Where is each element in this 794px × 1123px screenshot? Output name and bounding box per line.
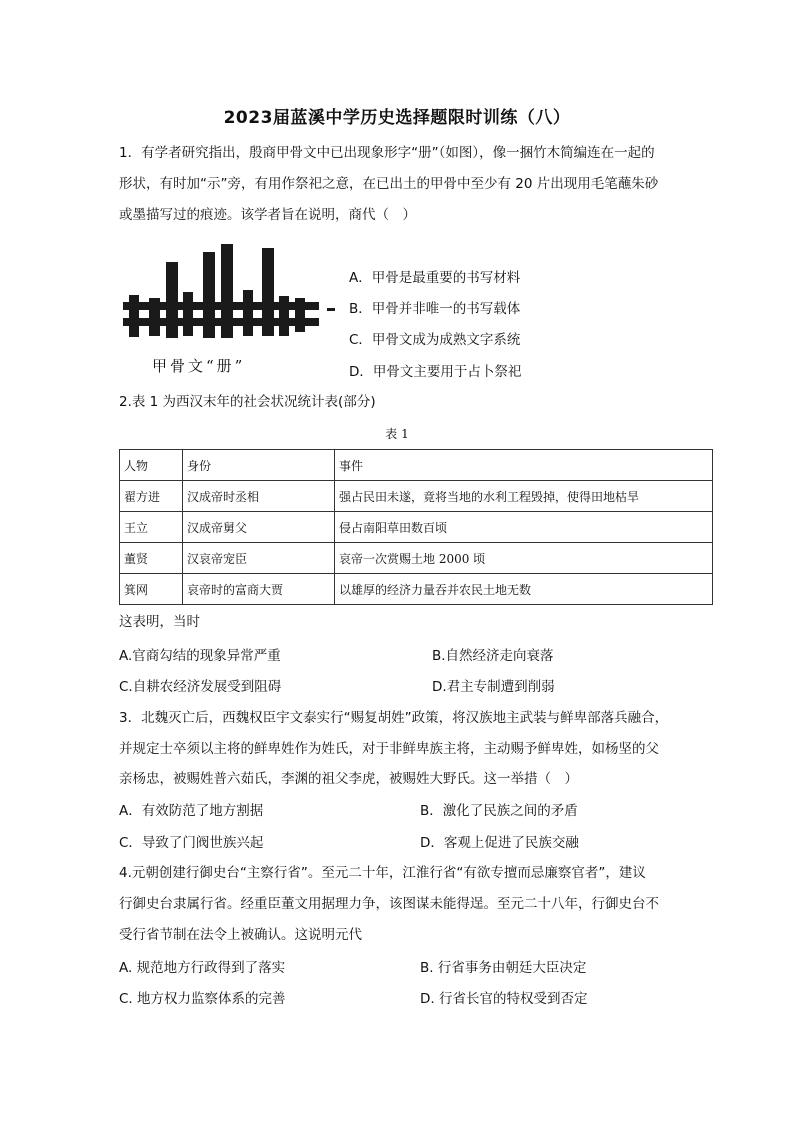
q1-option-b[interactable]: B．甲骨并非唯一的书写载体 <box>349 301 521 317</box>
q2-intro: 2.表 1 为西汉末年的社会状况统计表(部分) <box>119 394 376 410</box>
social-status-table <box>119 449 713 605</box>
q4-stem-line-3: 受行省节制在法令上被确认。这说明元代 <box>119 927 362 943</box>
q4-option-a[interactable]: A. 规范地方行政得到了落实 <box>119 960 286 976</box>
oracle-bone-ce-glyph <box>119 240 339 360</box>
q3-option-c[interactable]: C．导致了门阀世族兴起 <box>119 835 264 851</box>
q4-stem-line-2: 行御史台隶属行省。经重臣董文用据理力争，该图谋未能得逞。至元二十八年，行御史台不 <box>119 896 659 912</box>
q1-stem-line-2: 形状，有时加“示”旁，有用作祭祀之意，在已出土的甲骨中至少有 20 片出现用毛笔蘸朱砂 <box>119 176 659 192</box>
q4-stem-line-1: 4.元朝创建行御史台“主察行省”。至元二十年，江淮行省“有欲专擅而忌廉察官者”，建议 <box>119 865 646 881</box>
q1-option-a[interactable]: A．甲骨是最重要的书写材料 <box>349 270 521 286</box>
q4-option-c[interactable]: C. 地方权力监察体系的完善 <box>119 991 286 1007</box>
table-cell: 董贤 <box>120 543 183 574</box>
table-cell: 汉成帝舅父 <box>183 512 335 543</box>
page-title: 2023届蓝溪中学历史选择题限时训练（八） <box>223 108 571 128</box>
q4-option-b[interactable]: B. 行省事务由朝廷大臣决定 <box>420 960 587 976</box>
table-cell: 以雄厚的经济力量吞并农民土地无数 <box>335 574 713 605</box>
q1-stem-line-1: 1．有学者研究指出，殷商甲骨文中已出现象形字“册”（如图），像一捆竹木简编连在一起的 <box>119 145 655 161</box>
table-header-row <box>120 450 713 481</box>
q3-stem-line-3: 亲杨忠，被赐姓普六茹氏，李渊的祖父李虎，被赐姓大野氏。这一举措（ ） <box>119 771 578 787</box>
table-cell: 箕网 <box>120 574 183 605</box>
table-caption: 表 1 <box>385 427 409 441</box>
table-row <box>120 543 713 574</box>
table-cell: 翟方进 <box>120 481 183 512</box>
q3-stem-line-2: 并规定士卒须以主将的鲜卑姓作为姓氏，对于非鲜卑族主将，主动赐予鲜卑姓，如杨坚的父 <box>119 741 659 757</box>
q2-stem: 这表明，当时 <box>119 614 200 630</box>
q1-stem-line-3: 或墨描写过的痕迹。该学者旨在说明，商代（ ） <box>119 207 416 223</box>
q3-option-b[interactable]: B．激化了民族之间的矛盾 <box>420 803 578 819</box>
q2-option-d[interactable]: D.君主专制遭到削弱 <box>432 679 555 695</box>
q4-option-d[interactable]: D. 行省长官的特权受到否定 <box>420 991 588 1007</box>
q3-option-a[interactable]: A．有效防范了地方割据 <box>119 803 264 819</box>
table-cell: 汉哀帝宠臣 <box>183 543 335 574</box>
table-cell: 汉成帝时丞相 <box>183 481 335 512</box>
table-cell: 强占民田未遂，竟将当地的水利工程毁掉，使得田地枯旱 <box>335 481 713 512</box>
table-row <box>120 512 713 543</box>
table-cell: 哀帝时的富商大贾 <box>183 574 335 605</box>
table-row <box>120 481 713 512</box>
table-row <box>120 574 713 605</box>
table-cell: 哀帝一次赏赐土地 2000 顷 <box>335 543 713 574</box>
q2-option-b[interactable]: B.自然经济走向衰落 <box>432 648 554 664</box>
q2-option-a[interactable]: A.官商勾结的现象异常严重 <box>119 648 281 664</box>
q3-stem-line-1: 3．北魏灭亡后，西魏权臣宇文泰实行“赐复胡姓”政策，将汉族地主武装与鲜卑部落兵融合， <box>119 710 669 726</box>
q1-option-c[interactable]: C．甲骨文成为成熟文字系统 <box>349 332 521 348</box>
q3-option-d[interactable]: D．客观上促进了民族交融 <box>420 835 579 851</box>
table-header-cell: 身份 <box>183 450 335 481</box>
figure-caption: 甲骨文“册” <box>152 357 246 375</box>
table-cell: 侵占南阳草田数百顷 <box>335 512 713 543</box>
table-header-cell: 人物 <box>120 450 183 481</box>
q2-option-c[interactable]: C.自耕农经济发展受到阻碍 <box>119 679 282 695</box>
q1-option-d[interactable]: D．甲骨文主要用于占卜祭祀 <box>349 364 522 380</box>
table-cell: 王立 <box>120 512 183 543</box>
table-header-cell: 事件 <box>335 450 713 481</box>
